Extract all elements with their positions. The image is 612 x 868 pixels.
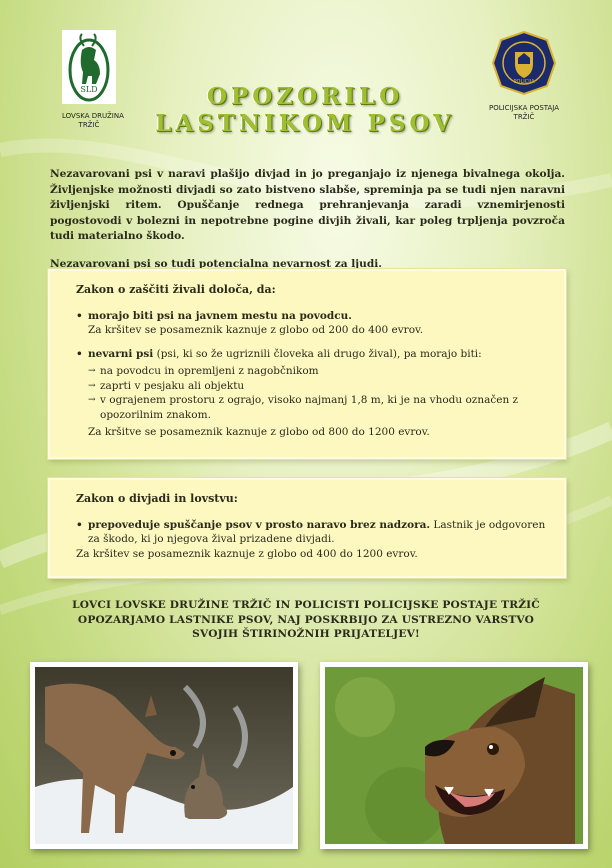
arrow-icon: → — [88, 366, 96, 376]
dangerous-dogs-fine: Za kršitve se posameznik kaznuje z globo od 800 do 1200 evrov. — [88, 426, 430, 438]
arrow-icon: → — [88, 380, 96, 391]
arrow-icon: → — [88, 395, 96, 405]
box2-heading: Zakon o divjadi in lovstvu: — [76, 492, 238, 505]
police-station-name: POLICIJSKA POSTAJA — [488, 104, 560, 112]
owner-liability: Lastnik je odgovoren za škodo, ki jo njegova žival prizadene divjadi. — [88, 518, 546, 545]
leash-rule: morajo biti psi na javnem mestu na povodcu. — [88, 309, 352, 322]
hunting-club-logo — [62, 30, 124, 130]
chamois-emblem-icon — [62, 30, 116, 104]
title-line-1: OPOZORILO — [206, 83, 404, 110]
bullet-icon: • — [76, 309, 83, 322]
dangerous-dogs-rule: (psi, ki so že ugriznili človeka ali drugo žival), pa morajo biti: — [153, 347, 482, 360]
closing-appeal: LOVCI LOVSKE DRUŽINE TRŽIČ IN POLICISTI POLICIJSKE POSTAJE TRŽIČ OPOZARJAMO LASTNIKE PSOV, NAJ POSKRBIJO ZA USTREZNO VARSTVO SVOJIH ŠTIRINOŽNIH PRIJATELJEV! — [72, 599, 540, 640]
release-prohibition: prepoveduje spuščanje psov v prosto naravo brez nadzora. — [88, 518, 431, 531]
deer-and-hare-photo — [30, 662, 298, 849]
dog-photo — [320, 662, 588, 849]
requirement-kennel: zaprti v pesjaku ali objektu — [100, 379, 245, 392]
hunting-club-name: LOVSKA DRUŽINA — [62, 112, 124, 120]
release-fine: Za kršitev se posameznik kaznuje z globo od 400 do 1200 evrov. — [76, 547, 418, 560]
police-station-town: TRŽIČ — [513, 113, 535, 121]
bullet-icon: • — [76, 347, 83, 360]
intro-paragraph: Nezavarovani psi v naravi plašijo divjad in jo preganjajo iz njenega bivalnega okolja. Življenjske možnosti divjadi so zato bistveno slabše, spreminja pa se tudi njen naravni življenjski ritem. Opuščanje rednega prehranjevanja zaradi vznemirjenosti pogostovodi v bolezni in nepotrebne pogine divjih živali, kar poleg trpljenja povzroča tudi materialno škodo. — [50, 168, 565, 242]
requirement-fence: v ograjenem prostoru z ograjo, visoko najmanj 1,8 m, ki je na vhodu označen z opozorilnim znakom. — [100, 394, 519, 421]
hunting-club-town: TRŽIČ — [78, 121, 100, 129]
page-title — [150, 84, 460, 138]
leash-fine: Za kršitev se posameznik kaznuje z globo od 200 do 400 evrov. — [88, 324, 424, 336]
game-hunting-law-box — [48, 478, 566, 578]
title-line-2: LASTNIKOM PSOV — [155, 110, 455, 137]
bullet-icon: • — [76, 518, 83, 531]
svg-text:POLICIJA: POLICIJA — [513, 79, 535, 85]
intro-warning: Nezavarovani psi so tudi potencialna nevarnost za ljudi. — [50, 257, 382, 270]
requirement-muzzle: na povodcu in opremljeni z nagobčnikom — [100, 365, 319, 377]
animal-protection-law-box — [48, 269, 566, 459]
intro-text — [50, 167, 565, 284]
box1-heading: Zakon o zaščiti živali določa, da: — [76, 283, 276, 296]
police-station-logo — [482, 30, 566, 122]
police-badge-icon — [491, 30, 557, 96]
svg-text:SLD: SLD — [80, 85, 98, 94]
dangerous-dogs-label: nevarni psi — [88, 347, 154, 360]
